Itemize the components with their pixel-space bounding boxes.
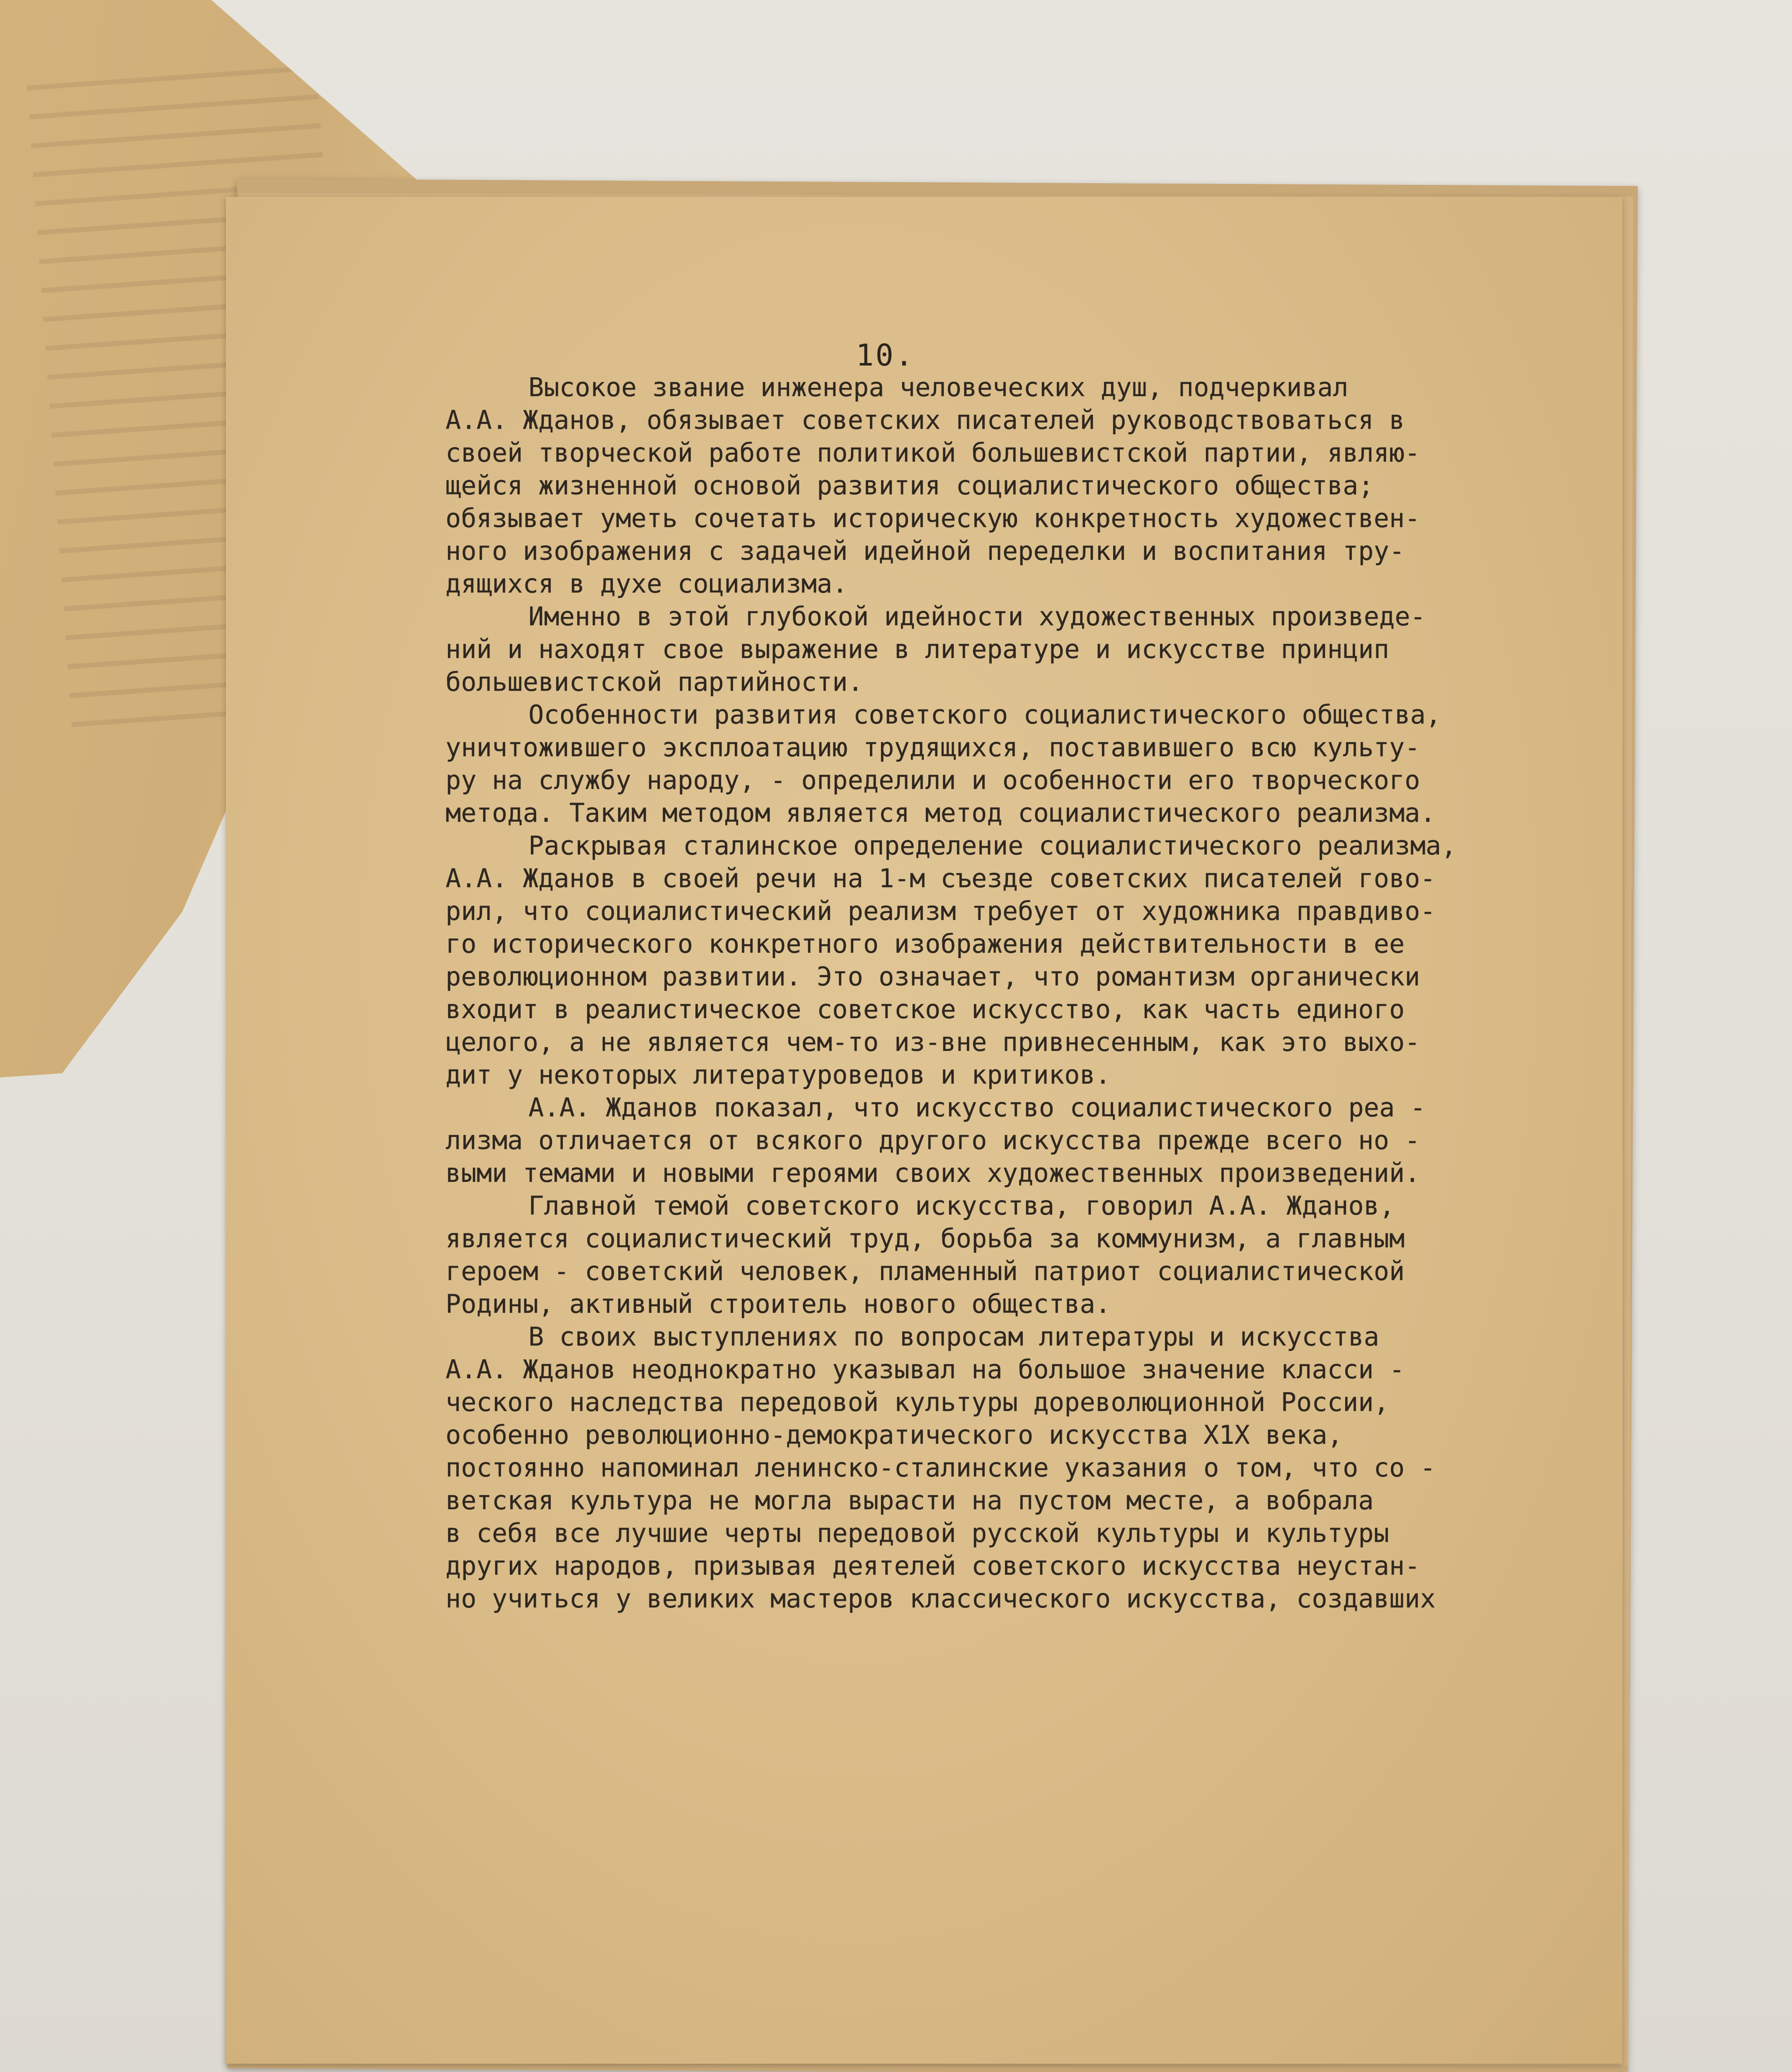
text-line: героем - советский человек, пламенный патриот социалистической (446, 1256, 1405, 1286)
text-line: в себя все лучшие черты передовой русской культуры и культуры (446, 1518, 1389, 1548)
text-line: входит в реалистическое советское искусство, как часть единого (446, 994, 1405, 1024)
text-line: го исторического конкретного изображения действительности в ее (446, 929, 1405, 959)
text-line: дит у некоторых литературоведов и критиков. (446, 1060, 1111, 1090)
text-line: ний и находят свое выражение в литературе и искусстве принцип (446, 634, 1389, 664)
text-line: А.А. Жданов неоднократно указывал на большое значение класси - (446, 1354, 1405, 1385)
text-line: своей творческой работе политикой большевистской партии, являю- (446, 438, 1420, 468)
text-line: выми темами и новыми героями своих художественных произведений. (446, 1158, 1420, 1188)
text-line: ного изображения с задачей идейной переделки и воспитания тру- (446, 536, 1405, 566)
text-line: Главной темой советского искусства, говорил А.А. Жданов, (528, 1191, 1395, 1221)
text-line: других народов, призывая деятелей советского искусства неустан- (446, 1551, 1420, 1581)
text-line: обязывает уметь сочетать историческую конкретность художествен- (446, 503, 1420, 533)
text-line: уничтожившего эксплоатацию трудящихся, поставившего всю культу- (446, 732, 1420, 762)
text-line: рил, что социалистический реализм требует от художника правдиво- (446, 896, 1436, 926)
text-line: ру на службу народу, - определили и особенности его творческого (446, 765, 1420, 795)
text-line: метода. Таким методом является метод социалистического реализма. (446, 798, 1436, 828)
text-line: дящихся в духе социализма. (446, 569, 848, 599)
text-line: особенно революционно-демократического искусства Х1Х века, (446, 1420, 1343, 1450)
text-line: лизма отличается от всякого другого искусства прежде всего но - (446, 1125, 1420, 1155)
body-text (446, 371, 1705, 1615)
text-line: Родины, активный строитель нового общества. (446, 1289, 1111, 1319)
text-line: Особенности развития советского социалистического общества, (528, 700, 1441, 730)
text-line: постоянно напоминал ленинско-сталинские указания о том, что со - (446, 1452, 1436, 1483)
text-line: большевистской партийности. (446, 667, 863, 697)
text-line: Высокое звание инженера человеческих душ, подчеркивал (528, 372, 1349, 402)
text-line: целого, а не является чем-то из-вне привнесенным, как это выхо- (446, 1027, 1420, 1057)
text-line: А.А. Жданов, обязывает советских писателей руководствоваться в (446, 405, 1405, 435)
text-line: щейся жизненной основой развития социалистического общества; (446, 470, 1374, 501)
text-line: Раскрывая сталинское определение социалистического реализма, (528, 830, 1457, 861)
text-line: А.А. Жданов в своей речи на 1-м съезде советских писателей гово- (446, 863, 1436, 893)
page-number: 10. (856, 338, 915, 373)
text-line: революционном развитии. Это означает, что романтизм органически (446, 961, 1420, 992)
text-line: А.А. Жданов показал, что искусство социалистического реа - (528, 1092, 1426, 1123)
text-line: является социалистический труд, борьба за коммунизм, а главным (446, 1223, 1405, 1254)
typed-page (226, 197, 1622, 2064)
text-line: В своих выступлениях по вопросам литературы и искусства (528, 1322, 1379, 1352)
text-line: но учиться у великих мастеров классического искусства, создавших (446, 1583, 1436, 1614)
text-line: Именно в этой глубокой идейности художественных произведе- (528, 601, 1426, 632)
text-line: ветская культура не могла вырасти на пустом месте, а вобрала (446, 1485, 1374, 1515)
text-line: ческого наследства передовой культуры дореволюционной России, (446, 1387, 1389, 1417)
